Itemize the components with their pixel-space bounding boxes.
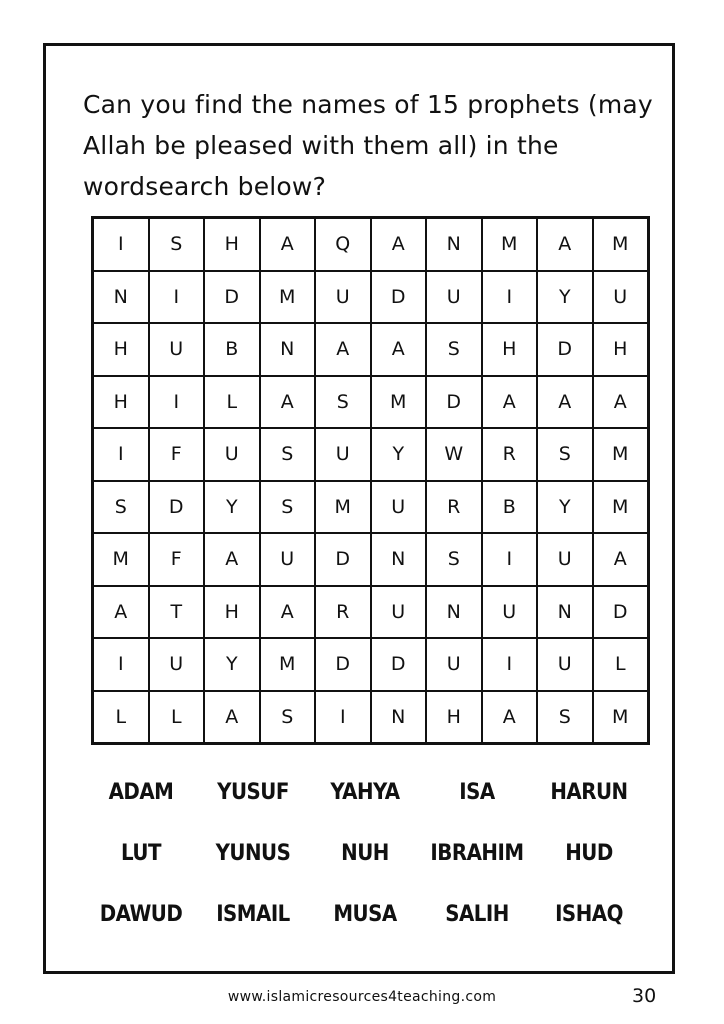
word-list-item: HUD [565, 841, 613, 866]
grid-cell[interactable]: D [371, 271, 427, 324]
word-list-item: HARUN [550, 780, 628, 805]
grid-cell[interactable]: N [426, 586, 482, 639]
grid-cell[interactable]: A [371, 323, 427, 376]
grid-cell[interactable]: S [260, 428, 316, 481]
grid-row [93, 428, 649, 481]
page-number: 30 [632, 985, 657, 1007]
grid-cell[interactable]: A [482, 376, 538, 429]
grid-cell[interactable]: M [93, 533, 149, 586]
grid-cell[interactable]: A [593, 376, 649, 429]
grid-cell[interactable]: H [426, 691, 482, 744]
grid-cell[interactable]: S [315, 376, 371, 429]
grid-cell[interactable]: H [593, 323, 649, 376]
word-list-item: YUNUS [215, 841, 291, 866]
grid-cell[interactable]: B [482, 481, 538, 534]
grid-cell[interactable]: I [482, 638, 538, 691]
grid-row [93, 218, 649, 271]
grid-cell[interactable]: D [315, 533, 371, 586]
word-list-item: NUH [341, 841, 389, 866]
grid-cell[interactable]: U [537, 533, 593, 586]
grid-cell[interactable]: A [537, 218, 593, 271]
grid-cell[interactable]: H [482, 323, 538, 376]
wordsearch-grid [91, 216, 650, 745]
grid-cell[interactable]: A [371, 218, 427, 271]
grid-cell[interactable]: R [426, 481, 482, 534]
grid-cell[interactable]: H [93, 376, 149, 429]
grid-cell[interactable]: D [537, 323, 593, 376]
grid-cell[interactable]: I [482, 533, 538, 586]
grid-cell[interactable]: U [371, 481, 427, 534]
grid-cell[interactable]: M [371, 376, 427, 429]
grid-cell[interactable]: S [537, 691, 593, 744]
grid-cell[interactable]: F [149, 533, 205, 586]
grid-cell[interactable]: Y [537, 481, 593, 534]
footer-url: www.islamicresources4teaching.com [227, 989, 497, 1005]
grid-cell[interactable]: N [426, 218, 482, 271]
grid-cell[interactable]: A [537, 376, 593, 429]
grid-cell[interactable]: D [593, 586, 649, 639]
grid-row [93, 638, 649, 691]
grid-cell[interactable]: D [371, 638, 427, 691]
word-list-item: MUSA [333, 902, 397, 927]
grid-cell[interactable]: U [260, 533, 316, 586]
grid-cell[interactable]: U [537, 638, 593, 691]
grid-cell[interactable]: F [149, 428, 205, 481]
grid-cell[interactable]: Y [204, 638, 260, 691]
grid-cell[interactable]: I [149, 376, 205, 429]
word-list-item: ISA [459, 780, 495, 805]
grid-cell[interactable]: A [204, 533, 260, 586]
grid-cell[interactable]: U [426, 271, 482, 324]
grid-cell[interactable]: D [204, 271, 260, 324]
word-list-item: YAHYA [330, 780, 400, 805]
grid-cell[interactable]: U [371, 586, 427, 639]
grid-cell[interactable]: N [260, 323, 316, 376]
grid-cell[interactable]: I [93, 218, 149, 271]
grid-cell[interactable]: U [315, 271, 371, 324]
grid-row [93, 271, 649, 324]
grid-cell[interactable]: N [537, 586, 593, 639]
grid-cell[interactable]: R [315, 586, 371, 639]
grid-cell[interactable]: U [149, 638, 205, 691]
grid-row [93, 481, 649, 534]
grid-cell[interactable]: M [260, 638, 316, 691]
word-list [85, 762, 645, 945]
grid-cell[interactable]: D [426, 376, 482, 429]
grid-cell[interactable]: M [593, 428, 649, 481]
grid-cell[interactable]: M [482, 218, 538, 271]
grid-cell[interactable]: B [204, 323, 260, 376]
grid-cell[interactable]: L [204, 376, 260, 429]
grid-cell[interactable]: I [93, 638, 149, 691]
word-list-item: ADAM [108, 780, 174, 805]
grid-cell[interactable]: A [204, 691, 260, 744]
grid-cell[interactable]: S [93, 481, 149, 534]
grid-cell[interactable]: W [426, 428, 482, 481]
word-list-item: LUT [121, 841, 161, 866]
grid-cell[interactable]: M [593, 218, 649, 271]
grid-cell[interactable]: N [93, 271, 149, 324]
grid-cell[interactable]: Y [371, 428, 427, 481]
grid-cell[interactable]: N [371, 533, 427, 586]
grid-cell[interactable]: I [93, 428, 149, 481]
grid-cell[interactable]: I [315, 691, 371, 744]
grid-cell[interactable]: S [149, 218, 205, 271]
grid-cell[interactable]: D [315, 638, 371, 691]
grid-cell[interactable]: A [260, 376, 316, 429]
grid-cell[interactable]: H [93, 323, 149, 376]
grid-cell[interactable]: S [537, 428, 593, 481]
grid-cell[interactable]: H [204, 586, 260, 639]
grid-cell[interactable]: T [149, 586, 205, 639]
word-list-item: SALIH [445, 902, 509, 927]
grid-cell[interactable]: S [260, 481, 316, 534]
grid-row [93, 376, 649, 429]
grid-cell[interactable]: Y [204, 481, 260, 534]
grid-cell[interactable]: S [426, 533, 482, 586]
grid-cell[interactable]: U [204, 428, 260, 481]
grid-cell[interactable]: M [593, 691, 649, 744]
instructions-text: Can you find the names of 15 prophets (may Allah be pleased with them all) in the wordsearch below? [83, 90, 653, 201]
grid-cell[interactable]: L [149, 691, 205, 744]
grid-cell[interactable]: Y [537, 271, 593, 324]
grid-cell[interactable]: S [426, 323, 482, 376]
word-list-item: ISMAIL [216, 902, 290, 927]
grid-cell[interactable]: I [149, 271, 205, 324]
grid-cell[interactable]: U [315, 428, 371, 481]
grid-cell[interactable]: D [149, 481, 205, 534]
grid-cell[interactable]: U [482, 586, 538, 639]
grid-cell[interactable]: A [93, 586, 149, 639]
grid-cell[interactable]: I [482, 271, 538, 324]
grid-cell[interactable]: N [371, 691, 427, 744]
grid-cell[interactable]: A [260, 586, 316, 639]
grid-cell[interactable]: M [315, 481, 371, 534]
grid-cell[interactable]: A [593, 533, 649, 586]
grid-cell[interactable]: U [426, 638, 482, 691]
grid-row [93, 533, 649, 586]
grid-cell[interactable]: A [482, 691, 538, 744]
grid-cell[interactable]: A [260, 218, 316, 271]
word-list-item: IBRAHIM [430, 841, 524, 866]
grid-row [93, 586, 649, 639]
grid-row [93, 323, 649, 376]
word-list-item: ISHAQ [555, 902, 623, 927]
grid-cell[interactable]: U [149, 323, 205, 376]
word-list-item: YUSUF [217, 780, 289, 805]
grid-cell[interactable]: S [260, 691, 316, 744]
grid-cell[interactable]: A [315, 323, 371, 376]
grid-cell[interactable]: R [482, 428, 538, 481]
grid-cell[interactable]: H [204, 218, 260, 271]
grid-row [93, 691, 649, 744]
grid-cell[interactable]: Q [315, 218, 371, 271]
grid-cell[interactable]: M [593, 481, 649, 534]
grid-cell[interactable]: U [593, 271, 649, 324]
grid-cell[interactable]: L [593, 638, 649, 691]
word-list-item: DAWUD [99, 902, 183, 927]
grid-cell[interactable]: M [260, 271, 316, 324]
grid-cell[interactable]: L [93, 691, 149, 744]
